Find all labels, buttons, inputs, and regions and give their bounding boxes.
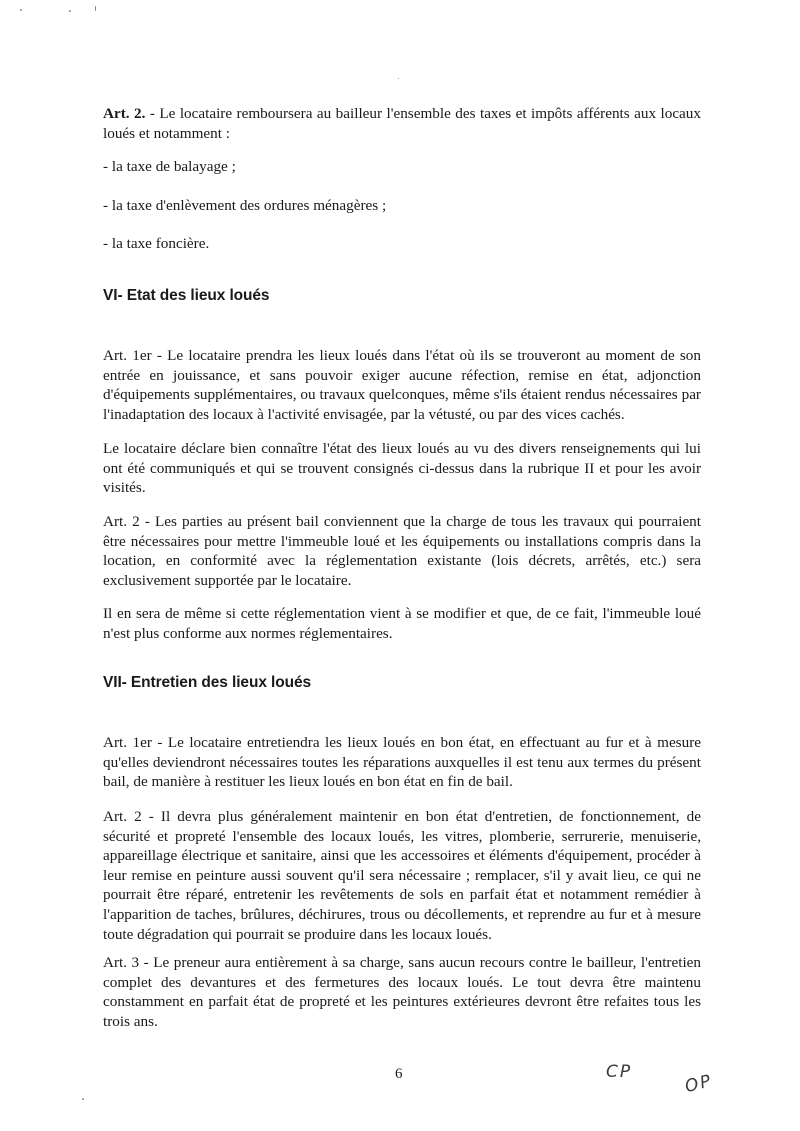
handwritten-initials: CP bbox=[606, 1062, 633, 1082]
tax-list-item: - la taxe d'enlèvement des ordures ménagères ; bbox=[103, 197, 387, 214]
paragraph-text: Art. 1er - Le locataire prendra les lieux loués dans l'état où ils se trouveront au moment de son entrée en jouissance, et sans pouvoir exiger aucune réfection, remise en état, adjonction d'équipements supplémentaires, ou travaux quelconques, même s'ils étaient rendus nécessaires par l'inadaptation des locaux à l'activité envisagée, par la vétusté, ou par des vices cachés. bbox=[103, 347, 701, 423]
article-text: - Le locataire remboursera au bailleur l'ensemble des taxes et impôts afférents aux locaux loués et notamment : bbox=[103, 105, 701, 142]
paragraph-text: Art. 2 - Les parties au présent bail conviennent que la charge de tous les travaux qui pourraient être nécessaires pour mettre l'immeuble loué et les équipements ou installations compris dans la location, en conformité avec la réglementation existante (lois décrets, arrêtés, etc.) sera exclusivement supportée par le locataire. bbox=[103, 513, 701, 589]
section-heading-vi: VI- Etat des lieux loués bbox=[103, 287, 270, 304]
scan-speck bbox=[20, 9, 22, 11]
handwritten-initials: OP bbox=[682, 1070, 715, 1098]
paragraph bbox=[103, 346, 701, 424]
paragraph bbox=[103, 439, 701, 498]
paragraph bbox=[103, 604, 701, 643]
paragraph bbox=[103, 512, 701, 590]
page-number: 6 bbox=[395, 1066, 403, 1082]
paragraph-text: Art. 3 - Le preneur aura entièrement à sa charge, sans aucun recours contre le bailleur, l'entretien complet des devantures et des fermetures des locaux loués. Le tout devra être maintenu constamment en parfait état de propreté et les peintures extérieures devront être refaites tous les trois ans. bbox=[103, 954, 701, 1030]
paragraph-text: Art. 1er - Le locataire entretiendra les lieux loués en bon état, en effectuant au fur et à mesure qu'elles deviendront nécessaires toutes les réparations auxquelles il est tenu aux termes du présent bail, de manière à restituer les lieux loués en bon état en fin de bail. bbox=[103, 734, 701, 791]
scan-speck bbox=[398, 78, 399, 79]
paragraph-text: Art. 2 - Il devra plus généralement maintenir en bon état d'entretien, de fonctionnement, de sécurité et propreté l'ensemble des locaux loués, les vitres, plomberie, serrurerie, menuiserie, appareillage électrique et sanitaire, ainsi que les accessoires et éléments d'équipement, procéder à leur remise en peinture aussi souvent qu'il sera nécessaire ; remplacer, s'il y avait lieu, ce qui ne pourrait être réparé, entretenir les revêtements de sols en parfait état et notamment remédier à l'apparition de taches, brûlures, déchirures, trous ou décollements, et reprendre au fur et à mesure toute dégradation qui pourrait se produire dans les locaux loués. bbox=[103, 808, 701, 943]
tax-list-item: - la taxe foncière. bbox=[103, 235, 210, 252]
scan-speck bbox=[95, 6, 96, 11]
paragraph-text: Il en sera de même si cette réglementation vient à se modifier et que, de ce fait, l'immeuble loué n'est plus conforme aux normes réglementaires. bbox=[103, 605, 701, 642]
tax-list-item: - la taxe de balayage ; bbox=[103, 158, 236, 175]
scan-speck bbox=[82, 1098, 84, 1100]
paragraph bbox=[103, 733, 701, 792]
section-heading-vii: VII- Entretien des lieux loués bbox=[103, 674, 312, 691]
paragraph bbox=[103, 807, 701, 944]
article-label: Art. 2. bbox=[103, 105, 146, 122]
article-2-taxes bbox=[103, 104, 701, 143]
scan-speck bbox=[69, 10, 71, 12]
paragraph-text: Le locataire déclare bien connaître l'état des lieux loués au vu des divers renseignements qui lui ont été communiqués et qui se trouvent consignés ci-dessus dans la rubrique II et pour les avoir visités. bbox=[103, 440, 701, 497]
paragraph bbox=[103, 953, 701, 1031]
